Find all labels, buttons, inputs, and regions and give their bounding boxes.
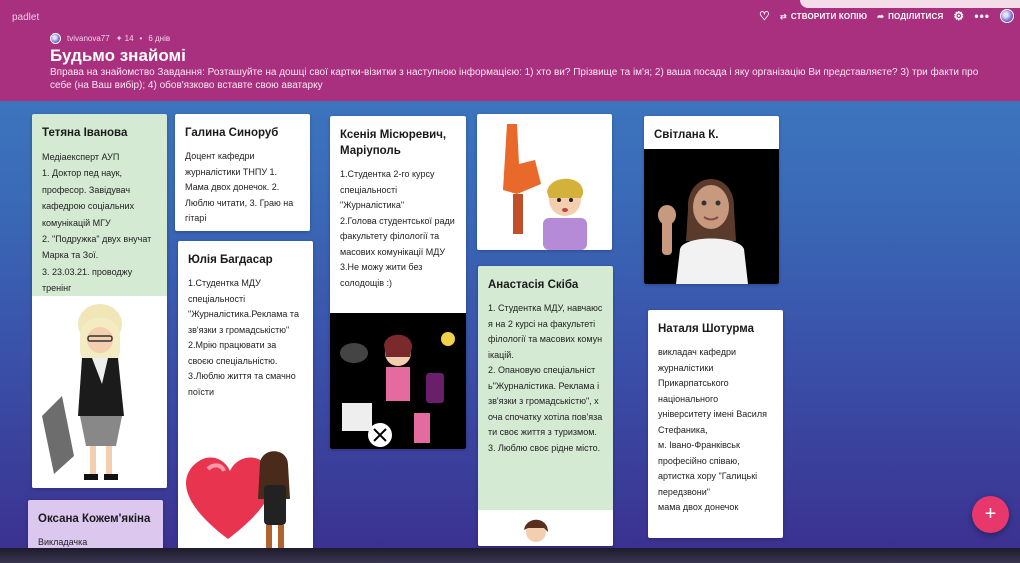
heart-icon[interactable]: ♡	[758, 9, 770, 23]
post-body: Медіаексперт АУП 1. Доктор пед наук, професор. Завідувач кафедрою соціальних комунікацій МГУ 2. "Подружка" двух внучат Марка та Зої. 3. 23.03.21. проводжу тренінг	[42, 152, 152, 294]
post-title: Оксана Кожем'якіна	[38, 513, 151, 525]
dot-icon: •	[139, 34, 143, 43]
desktop-background-strip	[0, 548, 1020, 563]
post-image-foam-finger	[477, 114, 612, 250]
post-body: 1.Студентка МДУ спеціальності "Журналістика.Реклама та зв'язки з громадськістю" 2.Мрію працювати за своєю спеціальністю. 3.Люблю життя та смачно поїсти	[188, 278, 299, 397]
post-image-waving-avatar	[644, 149, 779, 284]
brand-logo[interactable]: padlet	[12, 12, 40, 23]
user-avatar[interactable]	[1000, 9, 1014, 23]
copy-icon: ⇄	[779, 11, 787, 21]
post-title: Юлія Багдасар	[188, 254, 273, 266]
post-body: 1. Студентка МДУ, навчаюся на 2 курсі на факультеті філології та масових комунікацій. 2. Опановую спеціальність"Журналістика. Реклама і зв'язки з громадськістю", хоча спочатку хотіла пов'язати своє життя з туризмом. 3. Люблю своє рідне місто.	[488, 303, 603, 453]
share-label: ПОДІЛИТИСЯ	[888, 11, 944, 21]
add-post-button[interactable]: +	[972, 496, 1009, 533]
board-description: Вправа на знайомство Завдання: Розташуйте на дошці свої картки-візитки з наступною інформацією: 1) хто ви? Прізвище та ім'я; 2) ваша посада і яку організацію Ви представляєте? 3) три факти про себе (на Ваш вибір); 4) обов'язково вставте свою аватарку	[50, 67, 979, 91]
author-name[interactable]: tvivanova77	[67, 34, 110, 43]
post-title: Тетяна Іванова	[42, 127, 128, 139]
post-card-yulia[interactable]	[178, 241, 313, 560]
board-header	[0, 0, 1020, 101]
post-image-busy-avatar	[330, 313, 466, 449]
post-card-kseniia[interactable]	[330, 116, 466, 449]
post-body: Доцент кафедри журналістики ТНПУ 1. Мама двох донечок. 2. Люблю читати, 3. Граю на гітарі	[185, 151, 294, 223]
post-title: Анастасія Скіба	[488, 279, 579, 291]
post-body: 1.Студентка 2-го курсу спеціальності "Журналістика" 2.Голова студентської ради факультету філології та масових комунікації МДУ 3.Не можу жити без солодощів :)	[340, 169, 455, 288]
more-icon[interactable]: •••	[974, 9, 990, 23]
board-age: 6 днів	[148, 34, 171, 43]
post-title: Ксенія Місюревич, Маріуполь	[340, 129, 447, 157]
post-image-avatar	[32, 296, 167, 488]
page-title: Будьмо знайомі	[50, 46, 186, 65]
share-icon: ➦	[877, 11, 885, 21]
post-title: Світлана К.	[654, 129, 719, 141]
post-body: Викладачка	[38, 537, 88, 547]
header-actions	[759, 9, 1014, 23]
post-image-avatar	[478, 510, 613, 546]
top-strip	[800, 0, 1020, 8]
post-card-svitlana[interactable]	[644, 116, 779, 284]
gear-icon[interactable]: ⚙	[953, 9, 965, 23]
post-title: Галина Синоруб	[185, 127, 279, 139]
post-card-natalia[interactable]	[648, 310, 783, 538]
share-button[interactable]	[877, 12, 943, 21]
copy-label: СТВОРИТИ КОПІЮ	[790, 11, 868, 21]
post-card-halyna[interactable]	[175, 114, 310, 231]
likes-count: ✦ 14	[115, 34, 134, 43]
post-body: викладач кафедри журналістики Прикарпатського національного університету імені Василя Стефаника, м. Івано-Франківськ професійно співаю, артистка хору "Галицькі передзвони" мама двох донечок	[658, 347, 767, 512]
post-card-anastasia[interactable]	[478, 266, 613, 546]
board-meta	[50, 33, 170, 44]
post-title: Наталя Шотурма	[658, 323, 755, 335]
post-image-heart	[178, 429, 313, 560]
copy-button[interactable]	[780, 12, 867, 21]
post-card-foam-hand[interactable]	[477, 114, 612, 250]
post-card-tetiana[interactable]	[32, 114, 167, 488]
author-avatar	[50, 33, 61, 44]
